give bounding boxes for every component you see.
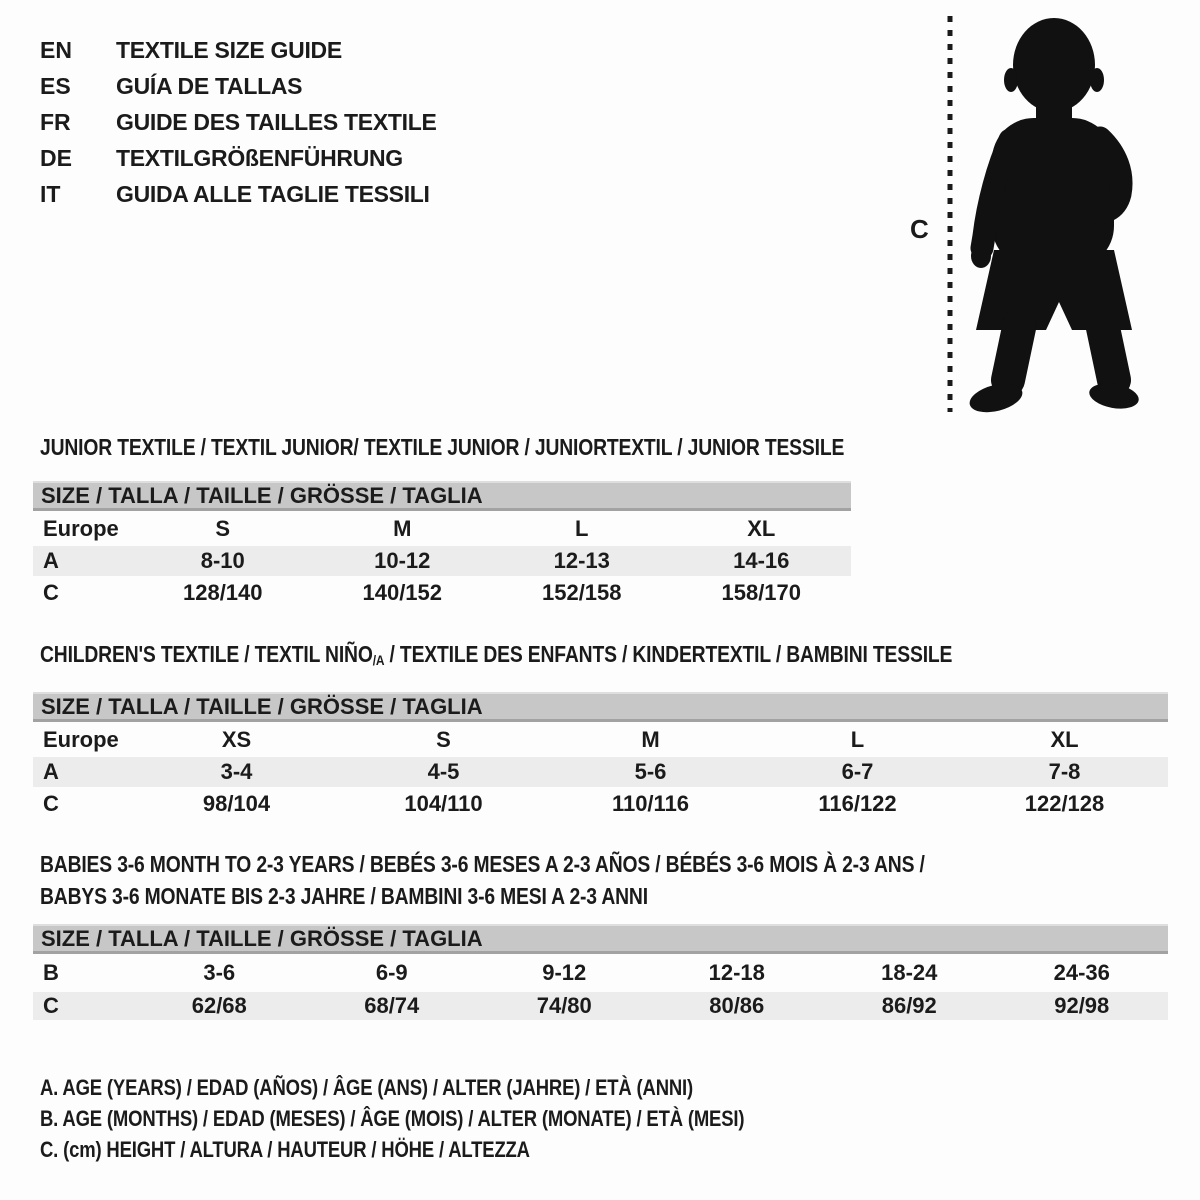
babies-table-header	[33, 924, 1168, 954]
height-cell: 152/158	[541, 580, 622, 605]
language-code: FR	[40, 108, 71, 135]
legend-c-text: C. (cm) HEIGHT / ALTURA / HAUTEUR / HÖHE / ALTEZZA	[40, 1136, 530, 1162]
height-cell: 68/74	[364, 993, 420, 1018]
height-cell: 158/170	[721, 580, 802, 605]
age-cell: 3-4	[220, 759, 253, 784]
children-section-title	[40, 641, 1126, 669]
row-label: B	[43, 960, 59, 985]
children-europe-row	[33, 722, 1168, 757]
region-label: Europe	[43, 515, 119, 541]
months-cell: 24-36	[1053, 960, 1110, 985]
size-cell: XL	[747, 515, 776, 541]
children-title-post: / TEXTILE DES ENFANTS / KINDERTEXTIL / BAMBINI TESSILE	[384, 641, 953, 667]
children-title-pre: CHILDREN'S TEXTILE / TEXTIL NIÑO	[40, 641, 373, 667]
junior-age-row	[33, 546, 851, 576]
babies-section-title-line2	[40, 883, 764, 910]
legend-line-c	[40, 1134, 878, 1165]
babies-months-row	[33, 954, 1168, 992]
language-row-it	[40, 176, 437, 212]
language-row-fr	[40, 104, 437, 140]
height-cell: 140/152	[362, 580, 443, 605]
language-row-de	[40, 140, 437, 176]
row-label: A	[43, 759, 59, 784]
children-size-table	[33, 692, 1168, 821]
months-cell: 12-18	[708, 960, 765, 985]
height-cell: 98/104	[202, 791, 271, 816]
row-label: C	[43, 993, 59, 1018]
junior-europe-row	[33, 511, 851, 546]
children-age-row	[33, 757, 1168, 787]
height-cell: 92/98	[1054, 993, 1110, 1018]
legend-a-text: A. AGE (YEARS) / EDAD (AÑOS) / ÂGE (ANS) / ALTER (JAHRE) / ETÀ (ANNI)	[40, 1074, 694, 1100]
height-cell: 116/122	[818, 791, 897, 816]
legend-line-a	[40, 1072, 878, 1103]
babies-section-title-line2-text: BABYS 3-6 MONATE BIS 2-3 JAHRE / BAMBINI 3-6 MESI A 2-3 ANNI	[40, 883, 648, 909]
legend-line-b	[40, 1103, 878, 1134]
children-section-title-text	[40, 641, 952, 669]
age-cell: 8-10	[200, 548, 245, 573]
junior-section-title	[40, 434, 997, 461]
junior-table-header	[33, 481, 851, 511]
height-measure-label: C	[910, 214, 929, 244]
height-cell: 74/80	[536, 993, 592, 1018]
babies-height-row	[33, 992, 1168, 1020]
region-label: Europe	[43, 726, 119, 752]
children-height-row	[33, 787, 1168, 821]
months-cell: 6-9	[375, 960, 408, 985]
age-cell: 7-8	[1048, 759, 1081, 784]
language-code: ES	[40, 72, 71, 99]
age-cell: 6-7	[841, 759, 874, 784]
height-cell: 80/86	[709, 993, 765, 1018]
height-cell: 122/128	[1024, 791, 1105, 816]
baby-silhouette-icon	[938, 8, 1168, 418]
size-cell: S	[436, 726, 451, 752]
height-cell: 86/92	[881, 993, 937, 1018]
height-cell: 128/140	[182, 580, 263, 605]
age-cell: 5-6	[634, 759, 667, 784]
guide-title-es: GUÍA DE TALLAS	[116, 72, 303, 99]
age-cell: 10-12	[374, 548, 431, 573]
age-cell: 12-13	[553, 548, 610, 573]
months-cell: 18-24	[881, 960, 938, 985]
baby-figure	[908, 8, 1172, 422]
size-cell: M	[641, 726, 660, 752]
size-header-label: SIZE / TALLA / TAILLE / GRÖSSE / TAGLIA	[41, 925, 483, 951]
size-cell: S	[215, 515, 231, 541]
babies-section-title-line1-text: BABIES 3-6 MONTH TO 2-3 YEARS / BEBÉS 3-6 MESES A 2-3 AÑOS / BÉBÉS 3-6 MOIS À 2-3 ANS /	[40, 851, 925, 877]
age-cell: 4-5	[427, 759, 460, 784]
size-cell: M	[393, 515, 412, 541]
size-cell: XL	[1050, 726, 1079, 752]
junior-section-title-text: JUNIOR TEXTILE / TEXTIL JUNIOR/ TEXTILE JUNIOR / JUNIORTEXTIL / JUNIOR TESSILE	[40, 434, 845, 460]
language-code: EN	[40, 36, 72, 63]
height-cell: 62/68	[191, 993, 247, 1018]
guide-title-en: TEXTILE SIZE GUIDE	[116, 36, 342, 63]
row-label: A	[43, 548, 59, 573]
size-cell: L	[575, 515, 589, 541]
row-label: C	[43, 580, 59, 605]
height-cell: 104/110	[404, 791, 483, 816]
legend	[40, 1072, 878, 1165]
babies-size-table	[33, 924, 1168, 1020]
size-header-label: SIZE / TALLA / TAILLE / GRÖSSE / TAGLIA	[41, 693, 483, 719]
age-cell: 14-16	[733, 548, 790, 573]
language-row-en	[40, 32, 437, 68]
guide-title-de: TEXTILGRÖßENFÜHRUNG	[116, 144, 403, 171]
language-row-es	[40, 68, 437, 104]
row-label: C	[43, 791, 59, 816]
baby-silhouette	[967, 18, 1141, 417]
children-title-subscript: /A	[372, 653, 385, 670]
size-header-label: SIZE / TALLA / TAILLE / GRÖSSE / TAGLIA	[41, 482, 483, 508]
height-cell: 110/116	[611, 791, 690, 816]
size-cell: XS	[221, 726, 252, 752]
guide-title-it: GUIDA ALLE TAGLIE TESSILI	[116, 180, 430, 207]
legend-b-text: B. AGE (MONTHS) / EDAD (MESES) / ÂGE (MOIS) / ALTER (MONATE) / ETÀ (MESI)	[40, 1105, 745, 1131]
language-title-list	[40, 32, 437, 212]
language-code: DE	[40, 144, 72, 171]
months-cell: 3-6	[203, 960, 236, 985]
guide-title-fr: GUIDE DES TAILLES TEXTILE	[116, 108, 437, 135]
months-cell: 9-12	[542, 960, 587, 985]
language-code: IT	[40, 180, 61, 207]
junior-size-table	[33, 481, 851, 610]
junior-height-row	[33, 576, 851, 610]
children-table-header	[33, 692, 1168, 722]
babies-section-title-line1	[40, 851, 1093, 878]
size-cell: L	[850, 726, 865, 752]
